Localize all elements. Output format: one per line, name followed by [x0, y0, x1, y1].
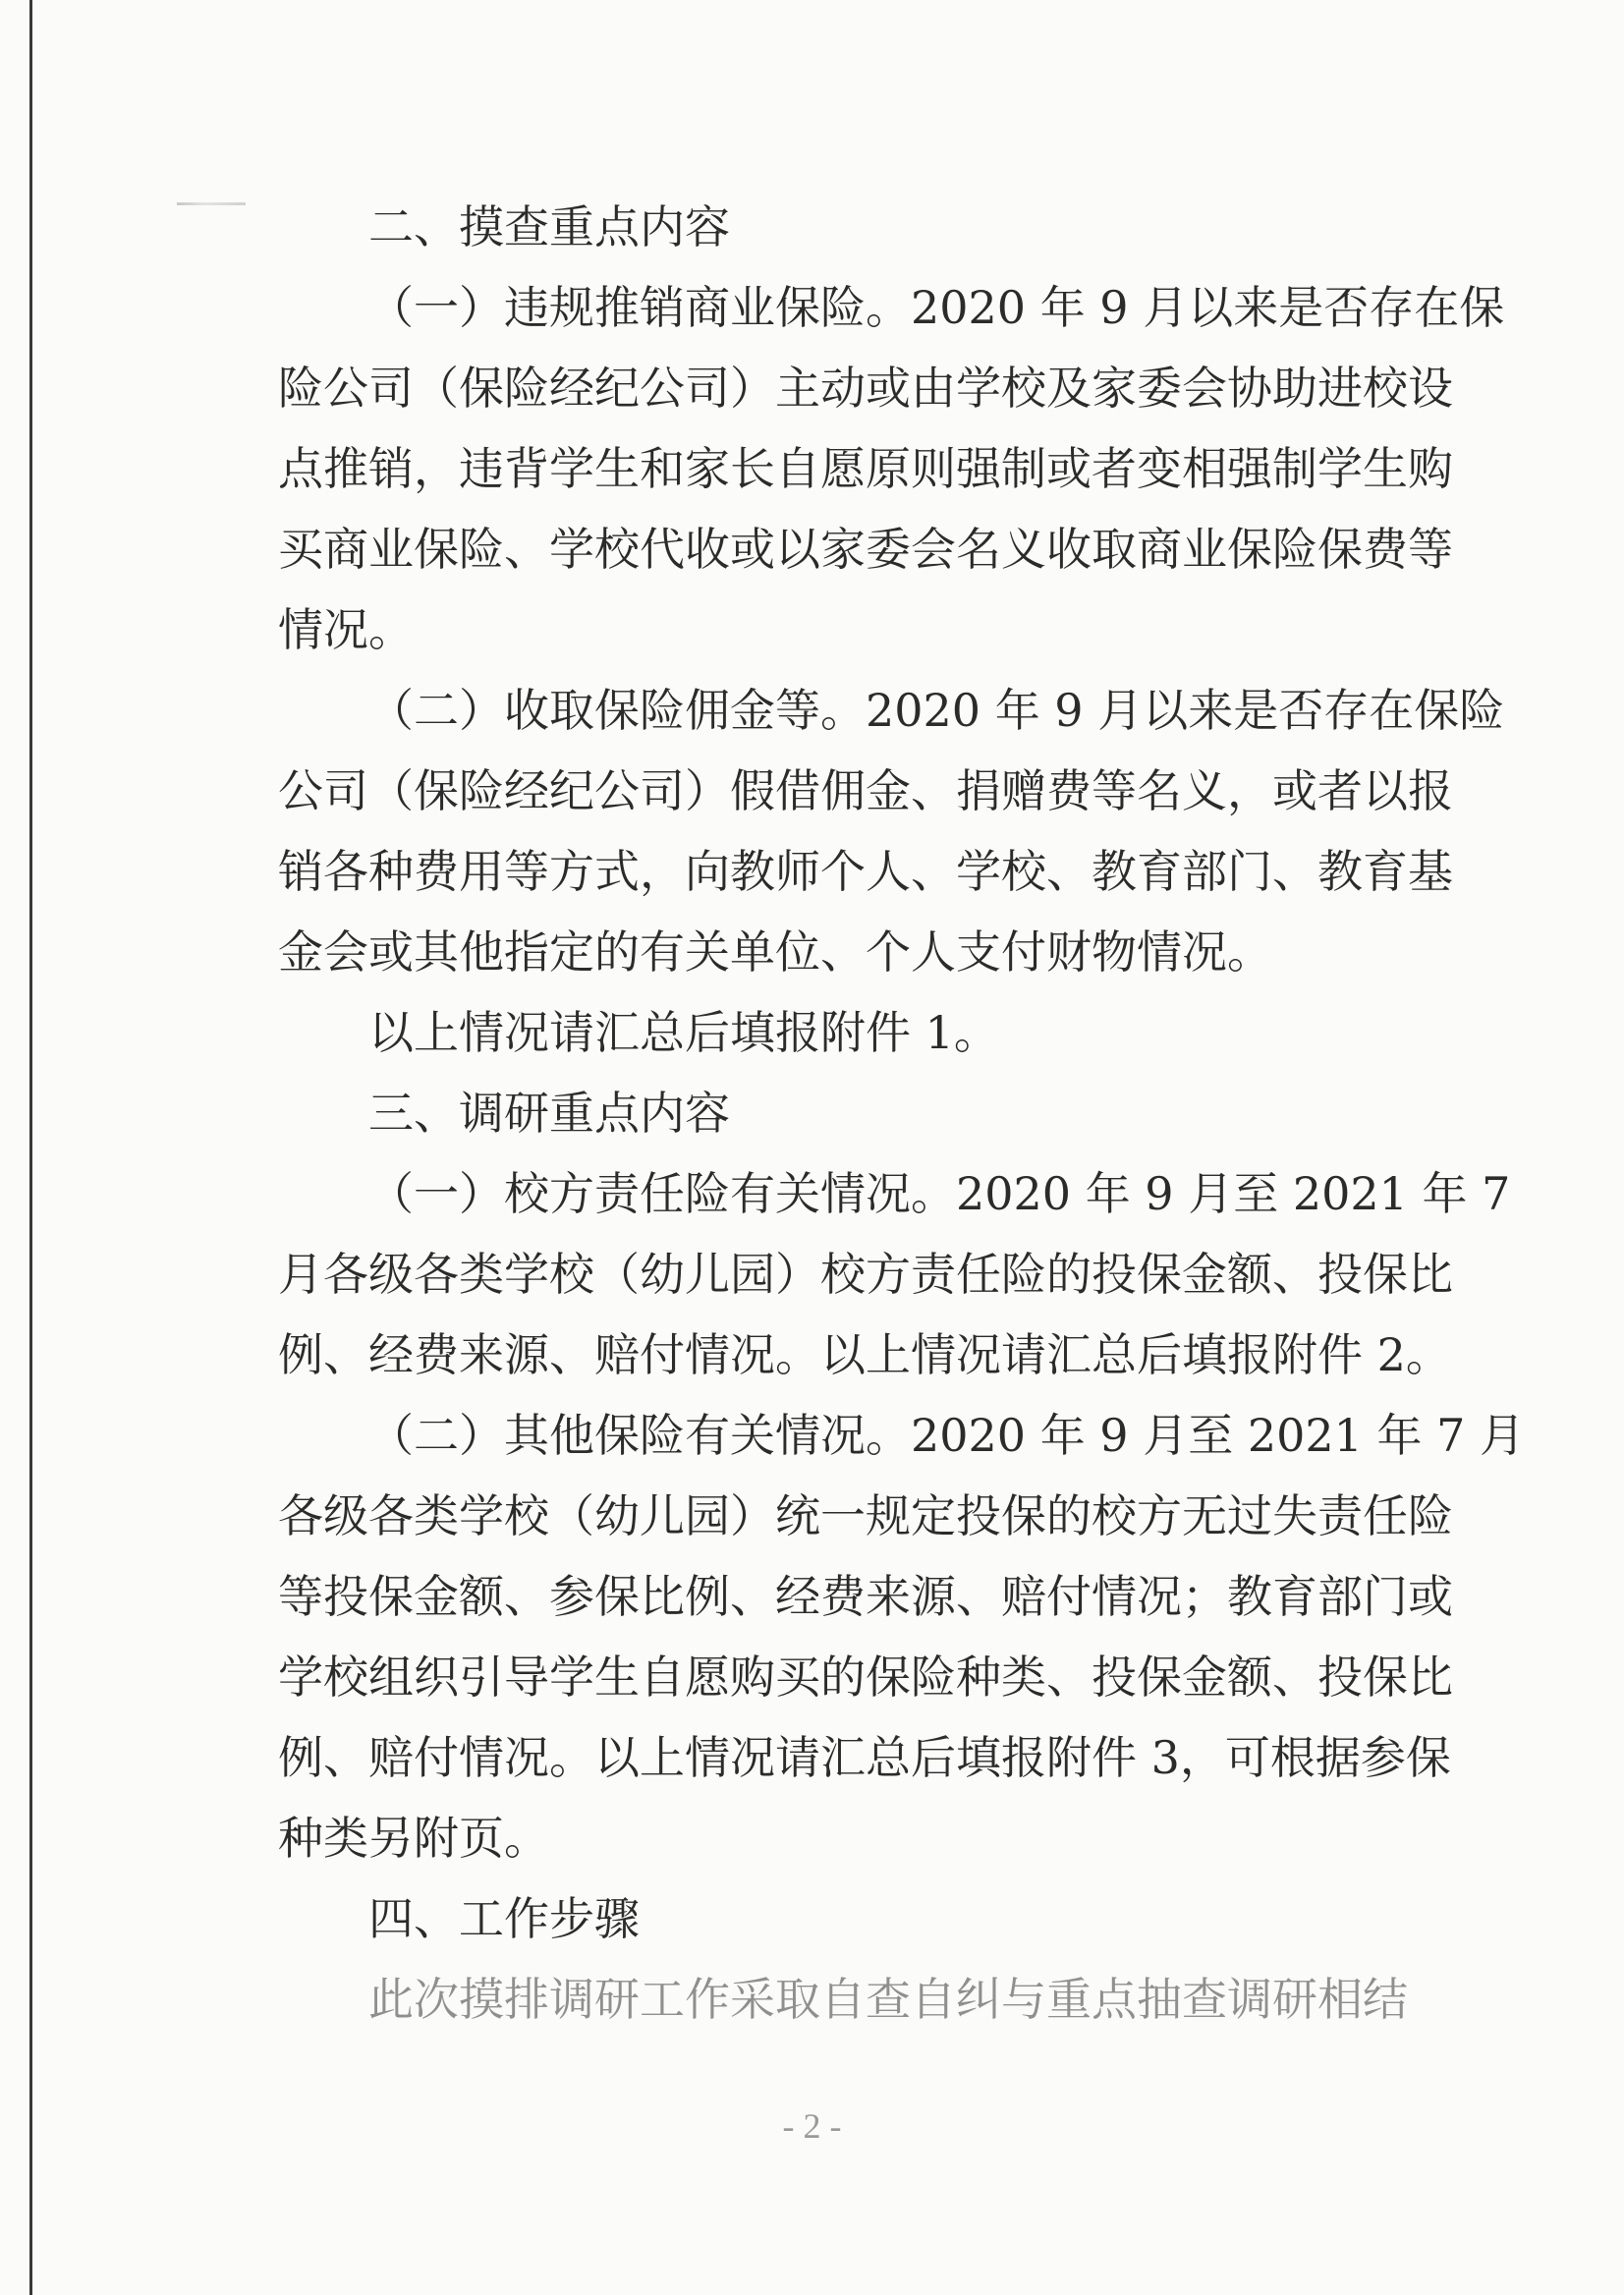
paragraph-line: 种类另附页。: [278, 1812, 549, 1865]
paragraph-line: 此次摸排调研工作采取自查自纠与重点抽查调研相结: [368, 1973, 1408, 2026]
paragraph-line: 学校组织引导学生自愿购买的保险种类、投保金额、投保比: [278, 1651, 1453, 1704]
paragraph-line: 例、经费来源、赔付情况。以上情况请汇总后填报附件 2。: [278, 1328, 1451, 1381]
section-heading-3: 三、调研重点内容: [368, 1087, 730, 1140]
page-number: - 2 -: [782, 2106, 842, 2146]
document-page: [278, 187, 1526, 2040]
scan-artifact-mark: [177, 202, 246, 205]
paragraph-line: 销各种费用等方式，向教师个人、学校、教育部门、教育基: [278, 845, 1453, 898]
paragraph-line: 险公司（保险经纪公司）主动或由学校及家委会协助进校设: [278, 362, 1453, 415]
paragraph-line: 买商业保险、学校代收或以家委会名义收取商业保险保费等: [278, 523, 1453, 576]
paragraph-line: （二）其他保险有关情况。2020 年 9 月至 2021 年 7 月: [368, 1409, 1526, 1462]
paragraph-line: 各级各类学校（幼儿园）统一规定投保的校方无过失责任险: [278, 1489, 1453, 1542]
paragraph-line: （一）校方责任险有关情况。2020 年 9 月至 2021 年 7: [368, 1167, 1511, 1220]
binding-edge-line: [29, 0, 32, 2295]
paragraph-line: （二）收取保险佣金等。2020 年 9 月以来是否存在保险: [368, 684, 1505, 737]
paragraph-line: 情况。: [278, 603, 414, 656]
paragraph-line: 金会或其他指定的有关单位、个人支付财物情况。: [278, 925, 1272, 979]
paragraph-line: 月各级各类学校（幼儿园）校方责任险的投保金额、投保比: [278, 1248, 1453, 1301]
paragraph-line: 公司（保险经纪公司）假借佣金、捐赠费等名义，或者以报: [278, 764, 1453, 817]
paragraph-line: （一）违规推销商业保险。2020 年 9 月以来是否存在保: [368, 281, 1505, 334]
section-heading-4: 四、工作步骤: [368, 1892, 640, 1945]
paragraph-line: 点推销，违背学生和家长自愿原则强制或者变相强制学生购: [278, 442, 1453, 495]
paragraph-line: 例、赔付情况。以上情况请汇总后填报附件 3，可根据参保: [278, 1731, 1451, 1784]
paragraph-line: 以上情况请汇总后填报附件 1。: [368, 1006, 999, 1059]
paragraph-line: 等投保金额、参保比例、经费来源、赔付情况；教育部门或: [278, 1570, 1453, 1623]
section-heading-2: 二、摸查重点内容: [368, 200, 730, 253]
